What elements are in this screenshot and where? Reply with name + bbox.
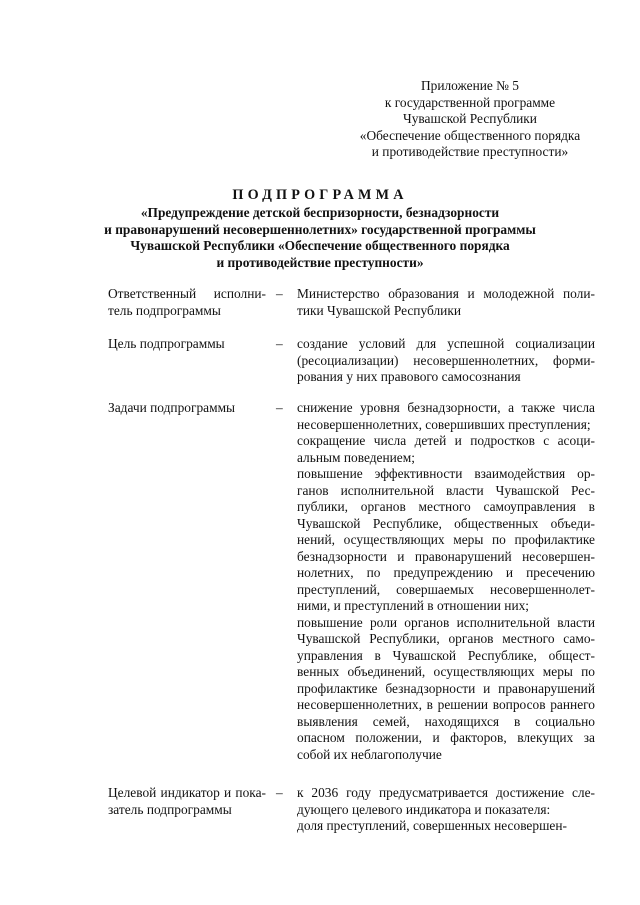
row-label: Ответственный исполнитель подпрограммы — [108, 286, 266, 318]
row-dash: – — [276, 286, 283, 301]
row-paragraph: сокращение числа детей и подростков с асоциальным поведением; — [297, 433, 595, 465]
appendix-line: Чувашской Республики — [403, 111, 537, 126]
appendix-line: к государственной программе — [384, 94, 556, 110]
subprogram-title — [0, 205, 640, 271]
appendix-header — [330, 78, 610, 161]
row-value — [297, 785, 595, 835]
row-label: Задачи подпрограммы — [108, 400, 236, 415]
row-dash: – — [276, 336, 283, 351]
row-paragraph: повышение роли органов исполнительной власти Чувашской Республики, органов местного самоуправления в Чувашской Республике, общественных объединений, осуществляющих меры по профилактике безнадзорности и правонарушений несовершеннолетних, в решении вопросов раннего выявления семей, находящихся в социально опасном положении, и факторов, влекущих за собой их неблагополучие — [297, 614, 595, 762]
appendix-line: Приложение № 5 — [420, 78, 520, 93]
row-paragraph: создание условий для успешной социализации (ресоциализации) несовершеннолетних, формирования у них правового самосознания — [297, 336, 595, 384]
row-label: Целевой индикатор и показатель подпрограммы — [108, 785, 266, 817]
row-value — [297, 286, 595, 319]
row-paragraph: Министерство образования и молодежной политики Чувашской Республики — [297, 286, 595, 318]
row-paragraph: доля преступлений, совершенных несовершен- — [297, 818, 567, 833]
subprogram-label: ПОДПРОГРАММА — [232, 187, 408, 203]
row-dash: – — [276, 400, 283, 415]
row-label: Цель подпрограммы — [108, 336, 225, 351]
subprogram-title-line: Чувашской Республики «Обеспечение общественного порядка — [130, 238, 510, 253]
subprogram-title-line: «Предупреждение детской беспризорности, безнадзорности — [140, 205, 500, 220]
row-dash: – — [276, 785, 283, 800]
subprogram-title-line: и правонарушений несовершеннолетних» государственной программы — [104, 221, 536, 237]
row-paragraph: снижение уровня безнадзорности, а также числа несовершеннолетних, совершивших преступления; — [297, 400, 595, 432]
appendix-line: и противодействие преступности» — [371, 144, 569, 159]
row-value — [297, 400, 595, 763]
row-paragraph: повышение эффективности взаимодействия органов исполнительной власти Чувашской Республики, органов местного самоуправления в Чувашской Республике, общественных объединений, осуществляющих меры по профилактике безнадзорности и правонарушений несовершеннолетних, по предупреждению и пресечению преступлений, совершаемых несовершеннолетними, и преступлений в отношении них; — [297, 466, 595, 613]
subprogram-title-line: и противодействие преступности» — [216, 254, 424, 270]
row-paragraph: к 2036 году предусматривается достижение следующего целевого индикатора и показателя: — [297, 785, 595, 817]
appendix-line: «Обеспечение общественного порядка — [359, 127, 581, 143]
row-value — [297, 336, 595, 386]
